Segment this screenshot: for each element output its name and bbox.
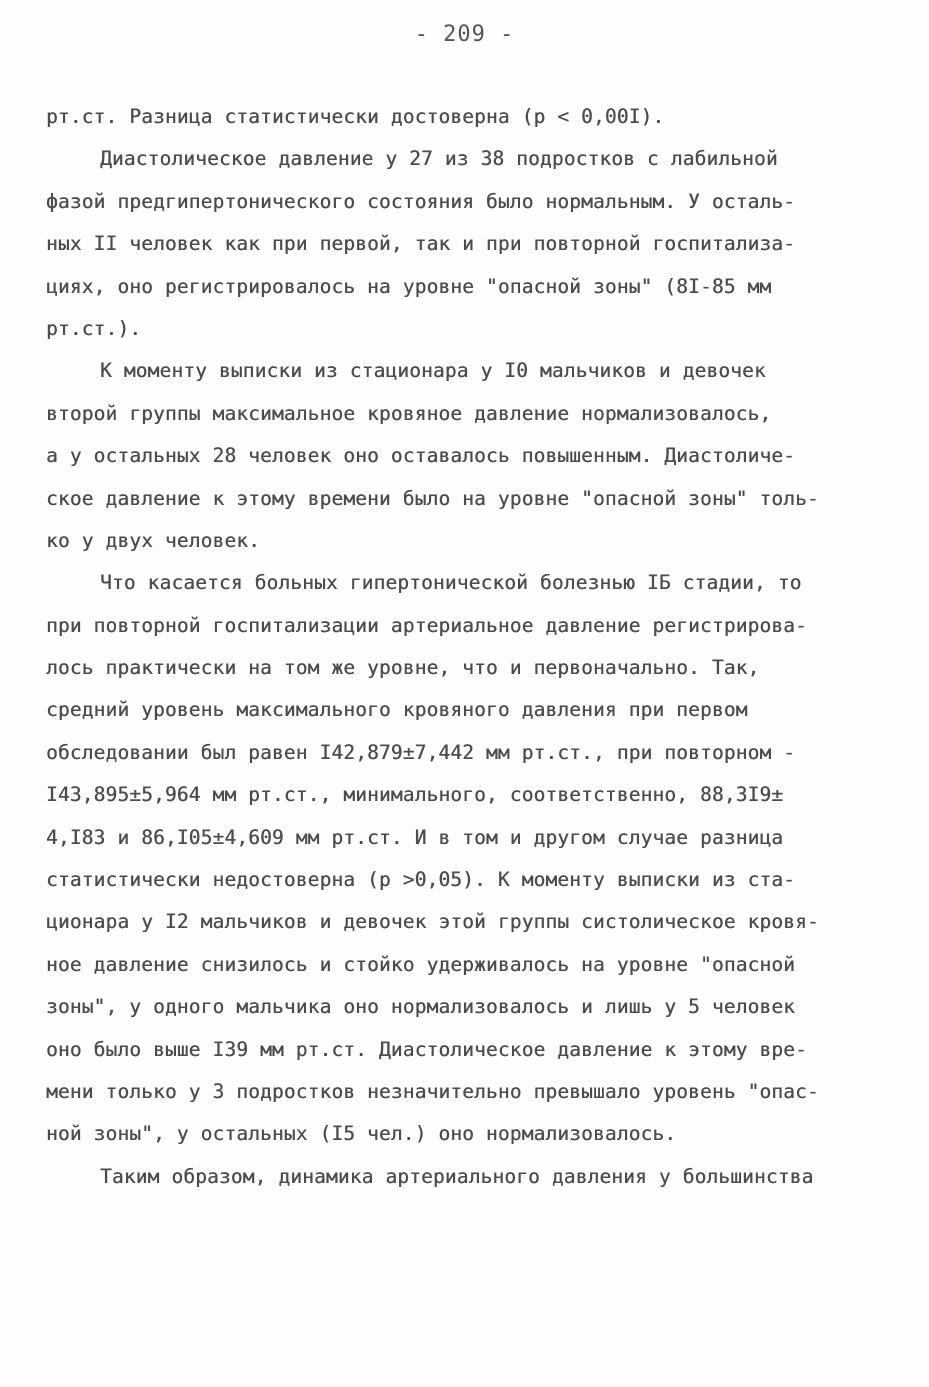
text-line: I43,895±5,964 мм рт.ст., минимального, соответственно, 88,3I9± (46, 783, 784, 807)
text-line: Что касается больных гипертонической болезнью IБ стадии, то (100, 571, 802, 595)
text-line: при повторной госпитализации артериальное давление регистрирова- (46, 613, 807, 637)
text-line: а у остальных 28 человек оно оставалось повышенным. Диастоличе- (46, 444, 796, 468)
text-line: ной зоны", у остальных (I5 чел.) оно нормализовалось. (46, 1122, 677, 1146)
text-line: средний уровень максимального кровяного давления при первом (46, 698, 748, 722)
text-line: зоны", у одного мальчика оно нормализовалось и лишь у 5 человек (46, 995, 796, 1019)
text-line: К моменту выписки из стационара у I0 мальчиков и девочек (100, 359, 766, 383)
text-line: Таким образом, динамика артериального давления у большинства (100, 1164, 814, 1188)
text-line: рт.ст.). (46, 316, 142, 340)
text-line: мени только у 3 подростков незначительно превышало уровень "опас- (46, 1079, 819, 1103)
text-line: 4,I83 и 86,I05±4,609 мм рт.ст. И в том и другом случае разница (46, 825, 784, 849)
text-line: циях, оно регистрировалось на уровне "опасной зоны" (8I-85 мм (46, 274, 772, 298)
text-line: оно было выше I39 мм рт.ст. Диастолическое давление к этому вре- (46, 1037, 807, 1061)
text-line: ко у двух человек. (46, 528, 261, 552)
text-line: обследовании был равен I42,879±7,442 мм рт.ст., при повторном - (46, 740, 796, 764)
text-line: фазой предгипертонического состояния было нормальным. У осталь- (46, 189, 796, 213)
text-line: ных II человек как при первой, так и при повторной госпитализа- (46, 232, 796, 256)
page-number: - 209 - (414, 22, 515, 47)
text-line: рт.ст. Разница статистически достоверна (р < 0,00I). (46, 105, 665, 128)
text-line: ционара у I2 мальчиков и девочек этой группы систолическое кровя- (46, 910, 819, 934)
text-line: ное давление снизилось и стойко удерживалось на уровне "опасной (46, 952, 796, 976)
text-line: статистически недостоверна (р >0,05). К моменту выписки из ста- (46, 868, 796, 892)
text-line: второй группы максимальное кровяное давление нормализовалось, (46, 401, 772, 425)
body-text (46, 96, 886, 1198)
text-line: лось практически на том же уровне, что и первоначально. Так, (46, 656, 760, 680)
text-line: ское давление к этому времени было на уровне "опасной зоны" толь- (46, 486, 819, 510)
text-line: Диастолическое давление у 27 из 38 подростков с лабильной (100, 147, 778, 171)
